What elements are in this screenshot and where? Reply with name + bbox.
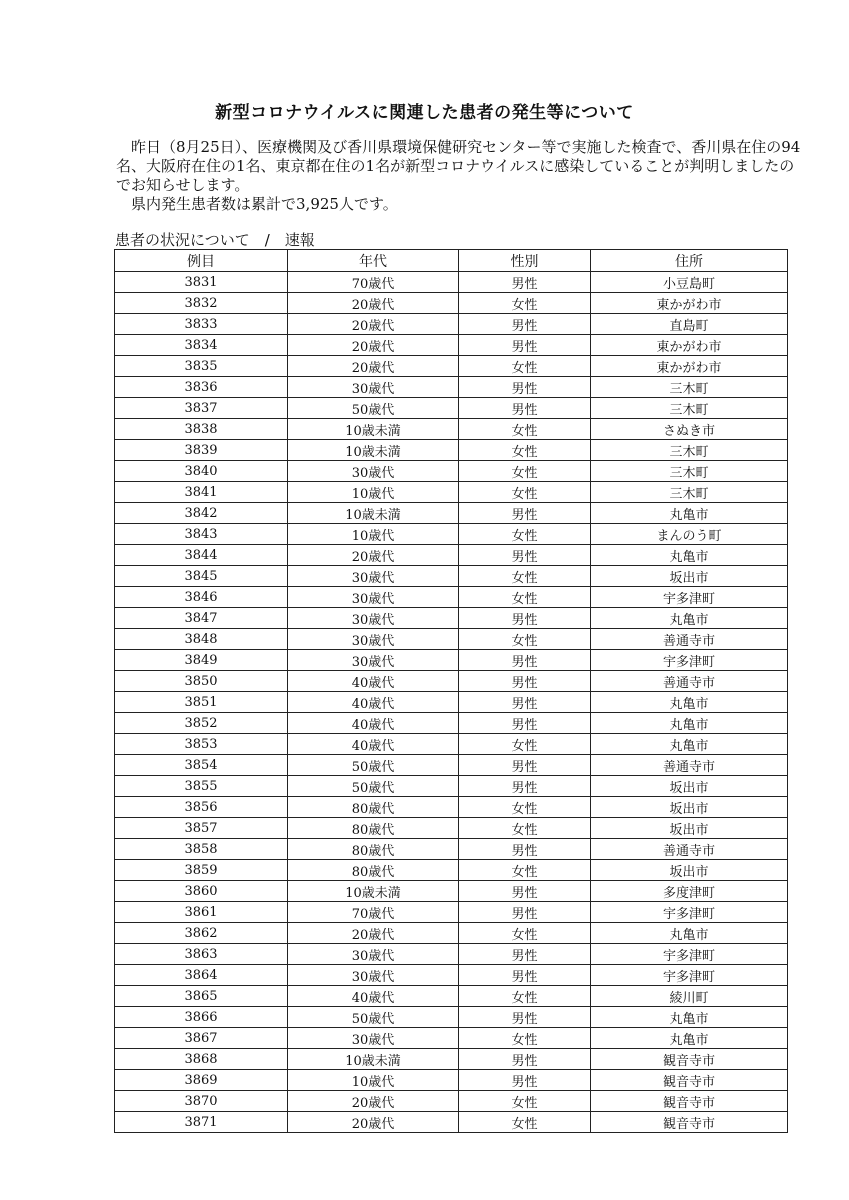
case-number-cell: 3863	[115, 944, 288, 965]
case-number-cell: 3835	[115, 356, 288, 377]
table-row	[115, 566, 788, 587]
sex-cell: 女性	[459, 587, 591, 608]
sex-cell: 女性	[459, 860, 591, 881]
table-row	[115, 839, 788, 860]
age-cell: 20歳代	[288, 293, 459, 314]
address-cell: 三木町	[591, 398, 788, 419]
address-cell: 宇多津町	[591, 902, 788, 923]
age-cell: 80歳代	[288, 797, 459, 818]
age-cell: 20歳代	[288, 1112, 459, 1133]
table-row	[115, 944, 788, 965]
age-cell: 10歳未満	[288, 1049, 459, 1070]
address-cell: 宇多津町	[591, 944, 788, 965]
age-cell: 70歳代	[288, 272, 459, 293]
age-cell: 30歳代	[288, 650, 459, 671]
case-number-cell: 3831	[115, 272, 288, 293]
age-cell: 10歳未満	[288, 503, 459, 524]
age-cell: 30歳代	[288, 377, 459, 398]
age-cell: 20歳代	[288, 1091, 459, 1112]
age-cell: 30歳代	[288, 965, 459, 986]
table-row	[115, 419, 788, 440]
table-row	[115, 314, 788, 335]
age-cell: 50歳代	[288, 1007, 459, 1028]
table-row	[115, 650, 788, 671]
address-cell: 観音寺市	[591, 1091, 788, 1112]
address-cell: 善通寺市	[591, 839, 788, 860]
column-header-sex: 性別	[459, 250, 591, 272]
age-cell: 20歳代	[288, 545, 459, 566]
column-header-case-number: 例目	[115, 250, 288, 272]
case-number-cell: 3844	[115, 545, 288, 566]
age-cell: 40歳代	[288, 986, 459, 1007]
table-row	[115, 503, 788, 524]
age-cell: 40歳代	[288, 692, 459, 713]
age-cell: 20歳代	[288, 314, 459, 335]
sex-cell: 男性	[459, 692, 591, 713]
intro-paragraph-total: 県内発生患者数は累計で3,925人です。	[131, 195, 398, 213]
address-cell: 観音寺市	[591, 1112, 788, 1133]
age-cell: 80歳代	[288, 818, 459, 839]
age-cell: 10歳未満	[288, 419, 459, 440]
case-number-cell: 3847	[115, 608, 288, 629]
sex-cell: 男性	[459, 671, 591, 692]
case-number-cell: 3832	[115, 293, 288, 314]
case-number-cell: 3857	[115, 818, 288, 839]
age-cell: 70歳代	[288, 902, 459, 923]
address-cell: 観音寺市	[591, 1070, 788, 1091]
age-cell: 40歳代	[288, 713, 459, 734]
age-cell: 30歳代	[288, 1028, 459, 1049]
case-number-cell: 3871	[115, 1112, 288, 1133]
table-row	[115, 377, 788, 398]
table-row	[115, 608, 788, 629]
case-number-cell: 3849	[115, 650, 288, 671]
sex-cell: 男性	[459, 545, 591, 566]
age-cell: 10歳未満	[288, 881, 459, 902]
sex-cell: 男性	[459, 965, 591, 986]
sex-cell: 男性	[459, 503, 591, 524]
sex-cell: 女性	[459, 986, 591, 1007]
table-row	[115, 692, 788, 713]
case-number-cell: 3854	[115, 755, 288, 776]
table-row	[115, 1091, 788, 1112]
sex-cell: 女性	[459, 461, 591, 482]
address-cell: 直島町	[591, 314, 788, 335]
address-cell: 善通寺市	[591, 755, 788, 776]
table-row	[115, 860, 788, 881]
table-row	[115, 482, 788, 503]
address-cell: 善通寺市	[591, 671, 788, 692]
sex-cell: 男性	[459, 755, 591, 776]
table-row	[115, 818, 788, 839]
case-number-cell: 3842	[115, 503, 288, 524]
age-cell: 30歳代	[288, 629, 459, 650]
case-number-cell: 3862	[115, 923, 288, 944]
sex-cell: 女性	[459, 356, 591, 377]
table-body	[115, 272, 788, 1133]
sex-cell: 女性	[459, 440, 591, 461]
address-cell: 坂出市	[591, 818, 788, 839]
table-row	[115, 902, 788, 923]
table-row	[115, 440, 788, 461]
address-cell: 東かがわ市	[591, 335, 788, 356]
sex-cell: 男性	[459, 335, 591, 356]
age-cell: 30歳代	[288, 944, 459, 965]
age-cell: 20歳代	[288, 923, 459, 944]
sex-cell: 女性	[459, 1091, 591, 1112]
table-row	[115, 965, 788, 986]
age-cell: 50歳代	[288, 776, 459, 797]
age-cell: 20歳代	[288, 356, 459, 377]
table-row	[115, 671, 788, 692]
case-number-cell: 3840	[115, 461, 288, 482]
case-number-cell: 3860	[115, 881, 288, 902]
sex-cell: 男性	[459, 944, 591, 965]
table-row	[115, 587, 788, 608]
patient-table	[114, 249, 788, 1133]
case-number-cell: 3865	[115, 986, 288, 1007]
table-row	[115, 1070, 788, 1091]
address-cell: 丸亀市	[591, 923, 788, 944]
sex-cell: 女性	[459, 1112, 591, 1133]
sex-cell: 男性	[459, 713, 591, 734]
address-cell: 坂出市	[591, 776, 788, 797]
case-number-cell: 3858	[115, 839, 288, 860]
address-cell: まんのう町	[591, 524, 788, 545]
address-cell: 観音寺市	[591, 1049, 788, 1070]
table-row	[115, 461, 788, 482]
address-cell: 丸亀市	[591, 545, 788, 566]
address-cell: 宇多津町	[591, 965, 788, 986]
age-cell: 10歳代	[288, 482, 459, 503]
sex-cell: 男性	[459, 1070, 591, 1091]
address-cell: 坂出市	[591, 797, 788, 818]
column-header-address: 住所	[591, 250, 788, 272]
sex-cell: 男性	[459, 314, 591, 335]
sex-cell: 女性	[459, 524, 591, 545]
sex-cell: 男性	[459, 839, 591, 860]
table-row	[115, 272, 788, 293]
case-number-cell: 3855	[115, 776, 288, 797]
table-row	[115, 356, 788, 377]
column-header-age: 年代	[288, 250, 459, 272]
document-title: 新型コロナウイルスに関連した患者の発生等について	[215, 103, 634, 123]
address-cell: 丸亀市	[591, 734, 788, 755]
age-cell: 40歳代	[288, 734, 459, 755]
table-row	[115, 797, 788, 818]
case-number-cell: 3843	[115, 524, 288, 545]
age-cell: 20歳代	[288, 335, 459, 356]
sex-cell: 女性	[459, 734, 591, 755]
sex-cell: 女性	[459, 293, 591, 314]
address-cell: 坂出市	[591, 566, 788, 587]
table-row	[115, 986, 788, 1007]
table-row	[115, 293, 788, 314]
age-cell: 30歳代	[288, 566, 459, 587]
case-number-cell: 3851	[115, 692, 288, 713]
age-cell: 30歳代	[288, 608, 459, 629]
table-row	[115, 1112, 788, 1133]
age-cell: 40歳代	[288, 671, 459, 692]
case-number-cell: 3841	[115, 482, 288, 503]
table-row	[115, 923, 788, 944]
sex-cell: 女性	[459, 818, 591, 839]
table-row	[115, 776, 788, 797]
sex-cell: 男性	[459, 902, 591, 923]
sex-cell: 男性	[459, 377, 591, 398]
address-cell: 坂出市	[591, 860, 788, 881]
age-cell: 50歳代	[288, 755, 459, 776]
sex-cell: 女性	[459, 923, 591, 944]
sex-cell: 女性	[459, 629, 591, 650]
case-number-cell: 3866	[115, 1007, 288, 1028]
table-row	[115, 1049, 788, 1070]
sex-cell: 女性	[459, 1028, 591, 1049]
sex-cell: 男性	[459, 776, 591, 797]
case-number-cell: 3834	[115, 335, 288, 356]
table-row	[115, 1007, 788, 1028]
age-cell: 30歳代	[288, 587, 459, 608]
case-number-cell: 3856	[115, 797, 288, 818]
case-number-cell: 3850	[115, 671, 288, 692]
address-cell: 三木町	[591, 482, 788, 503]
case-number-cell: 3861	[115, 902, 288, 923]
sex-cell: 女性	[459, 797, 591, 818]
table-row	[115, 335, 788, 356]
case-number-cell: 3870	[115, 1091, 288, 1112]
address-cell: 三木町	[591, 461, 788, 482]
sex-cell: 男性	[459, 650, 591, 671]
case-number-cell: 3867	[115, 1028, 288, 1049]
address-cell: 善通寺市	[591, 629, 788, 650]
address-cell: 丸亀市	[591, 1007, 788, 1028]
age-cell: 50歳代	[288, 398, 459, 419]
table-row	[115, 713, 788, 734]
address-cell: 三木町	[591, 440, 788, 461]
address-cell: 東かがわ市	[591, 293, 788, 314]
table-header-row	[115, 250, 788, 272]
case-number-cell: 3845	[115, 566, 288, 587]
sex-cell: 女性	[459, 566, 591, 587]
table-row	[115, 1028, 788, 1049]
age-cell: 10歳代	[288, 524, 459, 545]
sex-cell: 男性	[459, 398, 591, 419]
address-cell: 宇多津町	[591, 650, 788, 671]
address-cell: 丸亀市	[591, 503, 788, 524]
case-number-cell: 3852	[115, 713, 288, 734]
case-number-cell: 3864	[115, 965, 288, 986]
case-number-cell: 3859	[115, 860, 288, 881]
sex-cell: 男性	[459, 1007, 591, 1028]
section-heading: 患者の状況について / 速報	[115, 231, 315, 249]
sex-cell: 男性	[459, 1049, 591, 1070]
address-cell: 三木町	[591, 377, 788, 398]
case-number-cell: 3869	[115, 1070, 288, 1091]
address-cell: さぬき市	[591, 419, 788, 440]
table-row	[115, 881, 788, 902]
case-number-cell: 3833	[115, 314, 288, 335]
address-cell: 宇多津町	[591, 587, 788, 608]
case-number-cell: 3836	[115, 377, 288, 398]
sex-cell: 男性	[459, 881, 591, 902]
sex-cell: 男性	[459, 608, 591, 629]
table-row	[115, 398, 788, 419]
age-cell: 10歳未満	[288, 440, 459, 461]
table-row	[115, 545, 788, 566]
case-number-cell: 3838	[115, 419, 288, 440]
address-cell: 東かがわ市	[591, 356, 788, 377]
address-cell: 丸亀市	[591, 608, 788, 629]
case-number-cell: 3839	[115, 440, 288, 461]
age-cell: 80歳代	[288, 839, 459, 860]
case-number-cell: 3848	[115, 629, 288, 650]
intro-text	[116, 138, 806, 214]
intro-paragraph-announcement: 昨日（8月25日）、医療機関及び香川県環境保健研究センター等で実施した検査で、香川県在住の94名、大阪府在住の1名、東京都在住の1名が新型コロナウイルスに感染していることが判明しましたのでお知らせします。	[116, 138, 801, 194]
address-cell: 丸亀市	[591, 1028, 788, 1049]
address-cell: 綾川町	[591, 986, 788, 1007]
address-cell: 丸亀市	[591, 713, 788, 734]
sex-cell: 女性	[459, 482, 591, 503]
age-cell: 30歳代	[288, 461, 459, 482]
age-cell: 10歳代	[288, 1070, 459, 1091]
address-cell: 小豆島町	[591, 272, 788, 293]
age-cell: 80歳代	[288, 860, 459, 881]
table-row	[115, 755, 788, 776]
address-cell: 丸亀市	[591, 692, 788, 713]
address-cell: 多度津町	[591, 881, 788, 902]
table-row	[115, 629, 788, 650]
table-row	[115, 524, 788, 545]
table-row	[115, 734, 788, 755]
case-number-cell: 3853	[115, 734, 288, 755]
case-number-cell: 3837	[115, 398, 288, 419]
case-number-cell: 3846	[115, 587, 288, 608]
sex-cell: 男性	[459, 272, 591, 293]
case-number-cell: 3868	[115, 1049, 288, 1070]
sex-cell: 女性	[459, 419, 591, 440]
